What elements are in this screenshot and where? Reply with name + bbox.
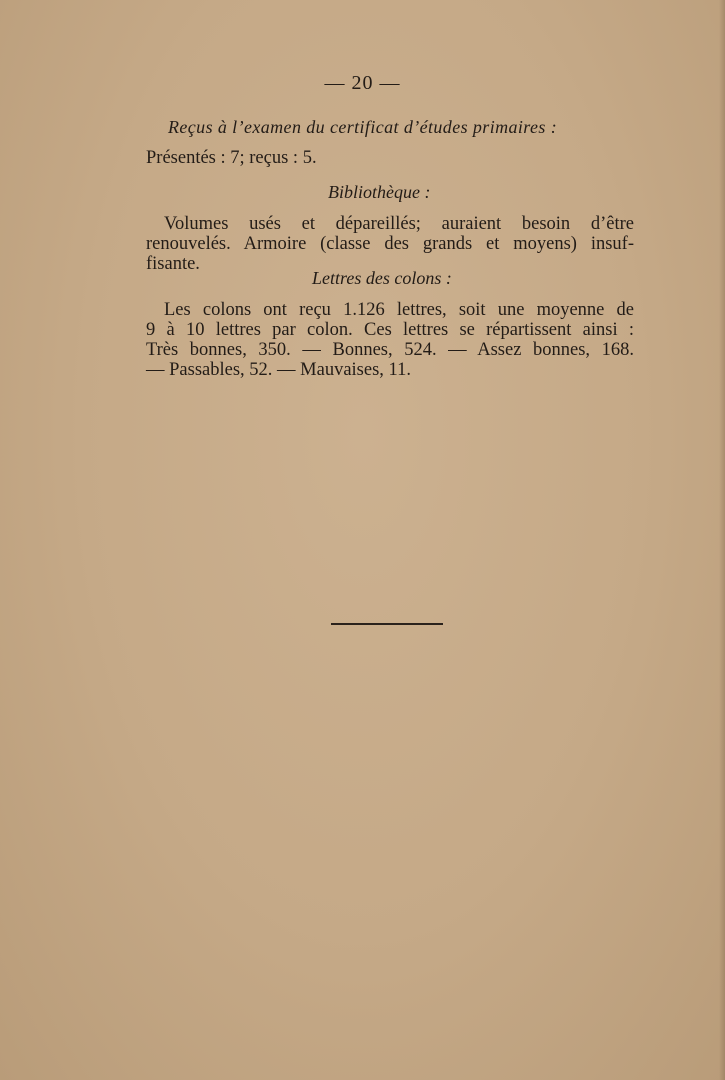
text-line: renouvelés. Armoire (classe des grands et moyens) insuf-	[146, 234, 634, 254]
page-edge-shadow	[719, 0, 725, 1080]
section-heading-lettres: Lettres des colons :	[312, 268, 452, 288]
section-body-bibliotheque	[146, 214, 634, 274]
page-number: — 20 —	[324, 72, 401, 94]
text-line: 9 à 10 lettres par colon. Ces lettres se répartissent ainsi :	[146, 320, 634, 340]
text-line: Les colons ont reçu 1.126 lettres, soit une moyenne de	[164, 300, 634, 320]
text-line: Volumes usés et dépareillés; auraient besoin d’être	[164, 214, 634, 234]
section-heading-certificat: Reçus à l’examen du certificat d’études primaires :	[168, 117, 558, 137]
closing-rule	[331, 623, 443, 625]
text-line: — Passables, 52. — Mauvaises, 11.	[146, 360, 411, 380]
section-body-certificat	[146, 148, 634, 168]
text-line: fisante.	[146, 254, 200, 274]
text-line: Très bonnes, 350. — Bonnes, 524. — Assez bonnes, 168.	[146, 340, 634, 360]
section-heading-bibliotheque: Bibliothèque :	[328, 182, 431, 202]
text-line: Présentés : 7; reçus : 5.	[146, 148, 317, 168]
section-body-lettres	[146, 300, 634, 380]
